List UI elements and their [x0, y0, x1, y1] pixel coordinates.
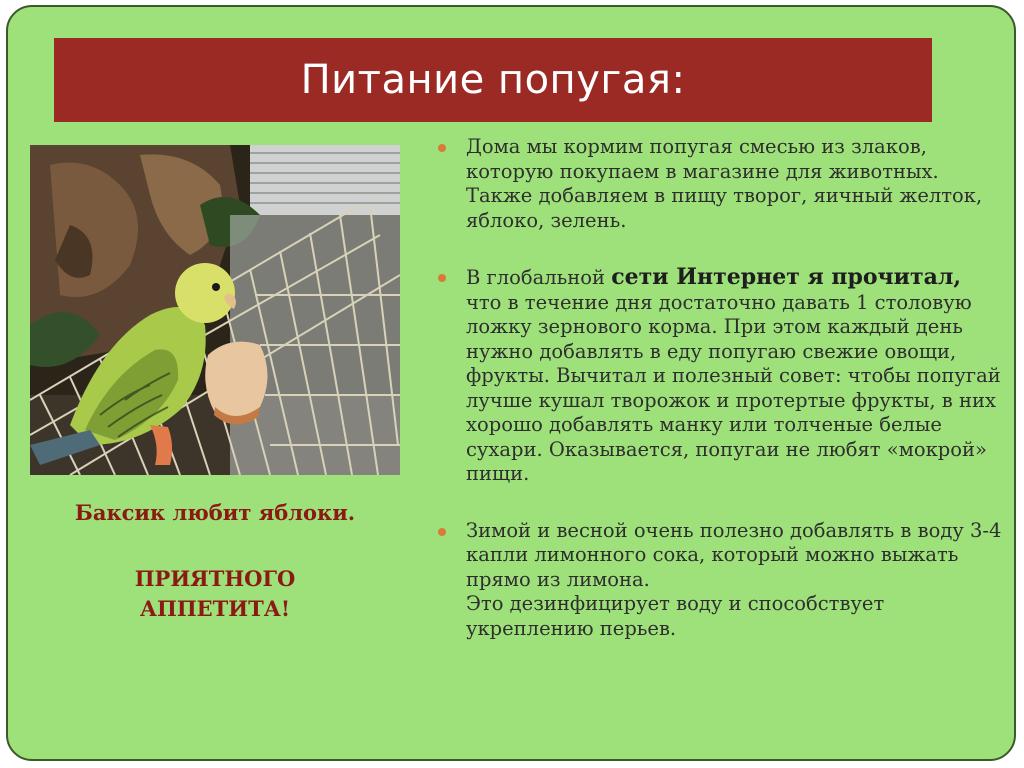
- bullet-item: [432, 519, 1002, 642]
- bullet-text-continued: Это дезинфицирует воду и способствует укреплению перьев.: [466, 592, 885, 640]
- bullet-list: [432, 135, 1002, 673]
- appetite-caption-line2: АППЕТИТА!: [139, 596, 291, 621]
- bullet-dot-icon: [438, 274, 446, 282]
- bullet-text-pre: В глобальной: [466, 266, 612, 289]
- title-bar: [54, 38, 932, 122]
- photo-caption: Баксик любит яблоки.: [74, 500, 356, 525]
- bullet-item: [432, 135, 1002, 233]
- slide-background: [6, 5, 1016, 761]
- bullet-text: Зимой и весной очень полезно добавлять в воду 3-4 капли лимонного сока, который можно выжать прямо из лимона.: [466, 518, 1002, 591]
- bullet-text-post: что в течение дня достаточно давать 1 столовую ложку зернового корма. При этом каждый день нужно добавлять в еду попугаю свежие овощи, фрукты. Вычитал и полезный совет: чтобы попугай лучше кушал творожок и протертые фрукты, в них хорошо добавлять манку или толченые белые сухари. Оказывается, попугаи не любят «мокрой» пищи.: [466, 290, 1001, 485]
- bullet-dot-icon: [438, 528, 446, 536]
- parrot-photo: [30, 145, 400, 475]
- appetite-caption: [30, 564, 400, 624]
- bullet-text-bold: сети Интернет я прочитал,: [611, 264, 962, 290]
- parrot-image: [30, 145, 400, 475]
- bullet-item: [432, 265, 1002, 487]
- slide-title: Питание попугая:: [300, 57, 686, 103]
- appetite-caption-line1: ПРИЯТНОГО: [134, 566, 296, 591]
- bullet-dot-icon: [438, 144, 446, 152]
- bullet-text: Дома мы кормим попугая смесью из злаков, которую покупаем в магазине для животных. Также добавляем в пищу творог, яичный желток, яблоко, зелень.: [466, 135, 983, 232]
